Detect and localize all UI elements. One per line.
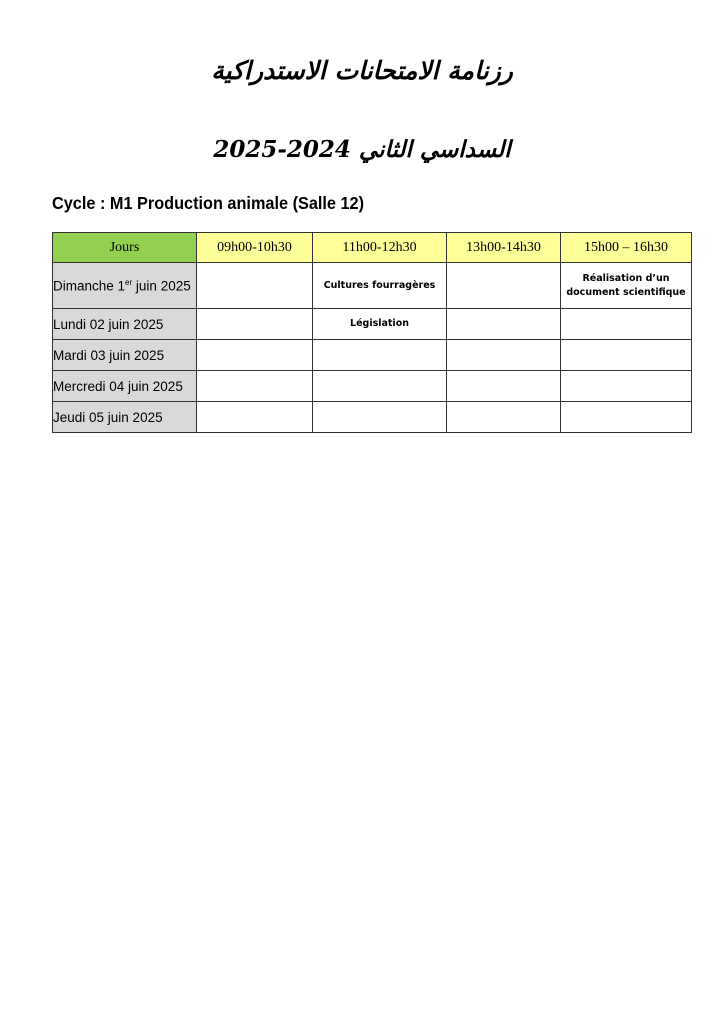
exam-cell <box>561 371 692 402</box>
day-cell: Mardi 03 juin 2025 <box>53 340 197 371</box>
exam-cell <box>197 371 313 402</box>
exam-cell <box>561 309 692 340</box>
day-cell: Jeudi 05 juin 2025 <box>53 402 197 433</box>
exam-cell: Législation <box>313 309 447 340</box>
exam-cell <box>197 340 313 371</box>
exam-cell: Réalisation d’un document scientifique <box>561 263 692 309</box>
exam-cell <box>447 263 561 309</box>
day-prefix: Dimanche 1 <box>53 278 126 294</box>
table-row <box>53 340 692 371</box>
table-row <box>53 263 692 309</box>
exam-cell <box>561 340 692 371</box>
day-cell: Lundi 02 juin 2025 <box>53 309 197 340</box>
exam-cell <box>561 402 692 433</box>
exam-cell <box>197 263 313 309</box>
exam-cell <box>447 402 561 433</box>
header-slot-1: 09h00-10h30 <box>197 233 313 263</box>
exam-cell <box>197 402 313 433</box>
header-slot-2: 11h00-12h30 <box>313 233 447 263</box>
exam-cell: Cultures fourragères <box>313 263 447 309</box>
header-slot-3: 13h00-14h30 <box>447 233 561 263</box>
day-superscript: er <box>125 277 133 287</box>
header-row <box>53 233 692 263</box>
table-row <box>53 371 692 402</box>
day-cell: Mercredi 04 juin 2025 <box>53 371 197 402</box>
exam-cell <box>313 340 447 371</box>
header-slot-4: 15h00 – 16h30 <box>561 233 692 263</box>
day-cell <box>53 263 197 309</box>
header-jours: Jours <box>53 233 197 263</box>
day-suffix: juin 2025 <box>132 278 191 294</box>
exam-cell <box>313 371 447 402</box>
cycle-heading: Cycle : M1 Production animale (Salle 12) <box>52 193 365 213</box>
exam-cell <box>313 402 447 433</box>
exam-cell <box>197 309 313 340</box>
semester-title: السداسي الثاني 2024-2025 <box>213 136 511 163</box>
table-row <box>53 309 692 340</box>
page-title: رزنامة الامتحانات الاستدراكية <box>211 56 513 85</box>
exam-schedule-table <box>52 232 692 433</box>
table-row <box>53 402 692 433</box>
exam-cell <box>447 371 561 402</box>
exam-cell <box>447 340 561 371</box>
exam-cell <box>447 309 561 340</box>
